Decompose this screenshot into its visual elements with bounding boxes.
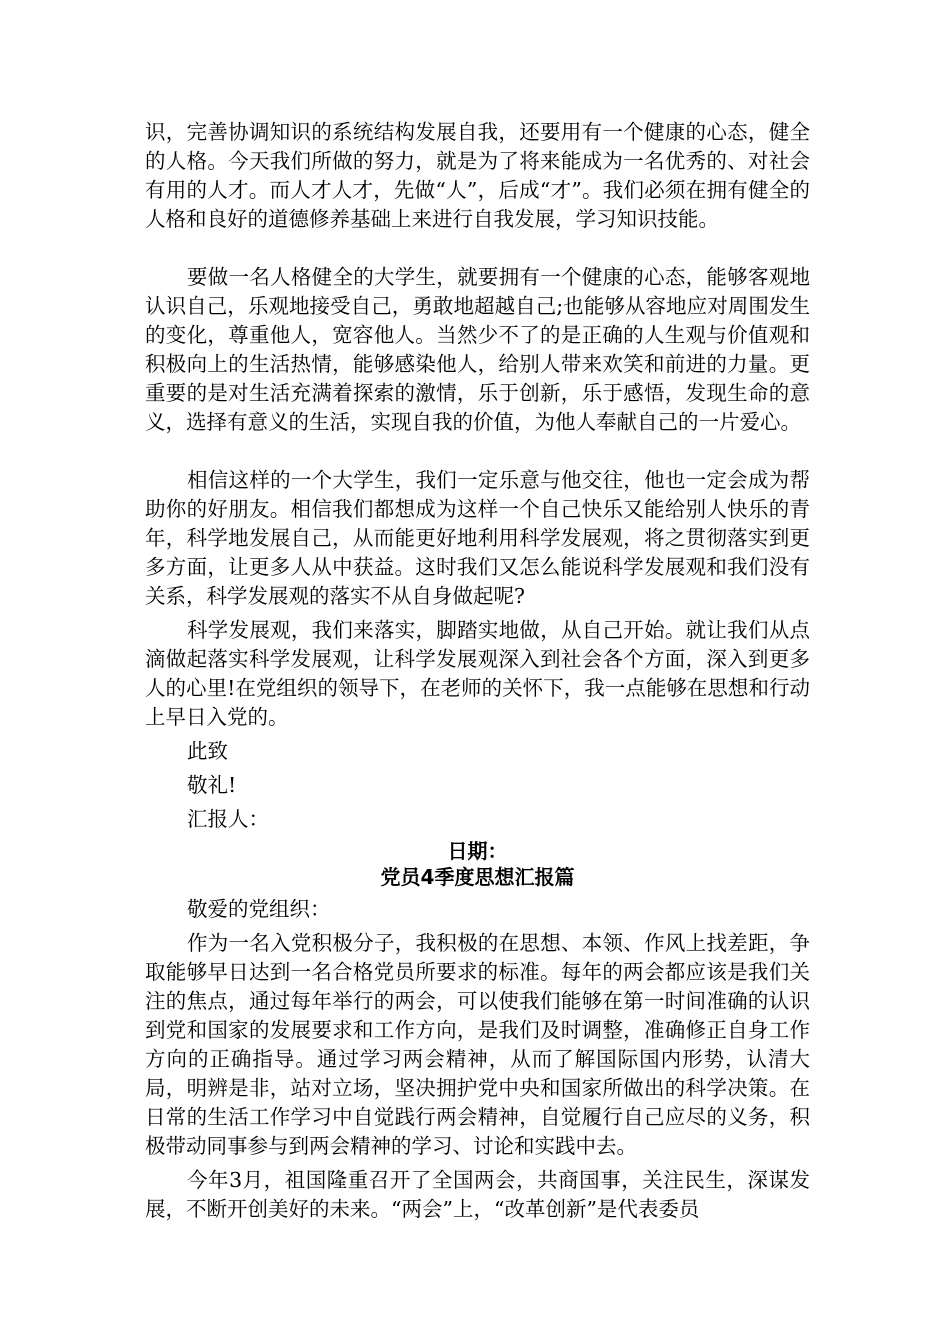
date-label: 日期：	[447, 839, 508, 863]
reporter-label: 汇报人：	[187, 807, 269, 831]
closing-salutation: 此致	[187, 739, 228, 763]
paragraph-two-sessions: 今年3月，祖国隆重召开了全国两会，共商国事，关注民生，深谋发展，不断开创美好的未来。“两会”上，“改革创新”是代表委员	[145, 1168, 810, 1221]
paragraph-healthy-personality: 要做一名人格健全的大学生，就要拥有一个健康的心态，能够客观地认识自己，乐观地接受自己，勇敢地超越自己;也能够从容地应对周围发生的变化，尊重他人，宽容他人。当然少不了的是正确的人生观与价值观和积极向上的生活热情，能够感染他人，给别人带来欢笑和前进的力量。更重要的是对生活充满着探索的激情，乐于创新，乐于感悟，发现生命的意义，选择有意义的生活，实现自我的价值，为他人奉献自己的一片爱心。	[145, 265, 810, 434]
paragraph-scientific-development: 科学发展观，我们来落实，脚踏实地做，从自己开始。就让我们从点滴做起落实科学发展观，让科学发展观深入到社会各个方面，深入到更多人的心里!在党组织的领导下，在老师的关怀下，我一点能够在思想和行动上早日入党的。	[145, 618, 810, 729]
document-page	[145, 118, 810, 1224]
paragraph-good-friend: 相信这样的一个大学生，我们一定乐意与他交往，他也一定会成为帮助你的好朋友。相信我们都想成为这样一个自己快乐又能给别人快乐的青年，科学地发展自己，从而能更好地利用科学发展观，将之贯彻落实到更多方面，让更多人从中获益。这时我们又怎么能说科学发展观和我们没有关系，科学发展观的落实不从自身做起呢?	[145, 468, 810, 608]
greeting: 敬爱的党组织：	[187, 897, 331, 921]
closing-respect: 敬礼!	[187, 773, 237, 797]
section-title: 党员4季度思想汇报篇	[380, 865, 575, 889]
paragraph-continued: 识，完善协调知识的系统结构发展自我，还要用有一个健康的心态，健全的人格。今天我们所做的努力，就是为了将来能成为一名优秀的、对社会有用的人才。而人才人才，先做“人”，后成“才”。我们必须在拥有健全的人格和良好的道德修养基础上来进行自我发展，学习知识技能。	[145, 120, 810, 231]
paragraph-activist: 作为一名入党积极分子，我积极的在思想、本领、作风上找差距，争取能够早日达到一名合格党员所要求的标准。每年的两会都应该是我们关注的焦点，通过每年举行的两会，可以使我们能够在第一时间准确的认识到党和国家的发展要求和工作方向，是我们及时调整，准确修正自身工作方向的正确指导。通过学习两会精神，从而了解国际国内形势，认清大局，明辨是非，站对立场，坚决拥护党中央和国家所做出的科学决策。在日常的生活工作学习中自觉践行两会精神，自觉履行自己应尽的义务，积极带动同事参与到两会精神的学习、讨论和实践中去。	[145, 931, 810, 1158]
